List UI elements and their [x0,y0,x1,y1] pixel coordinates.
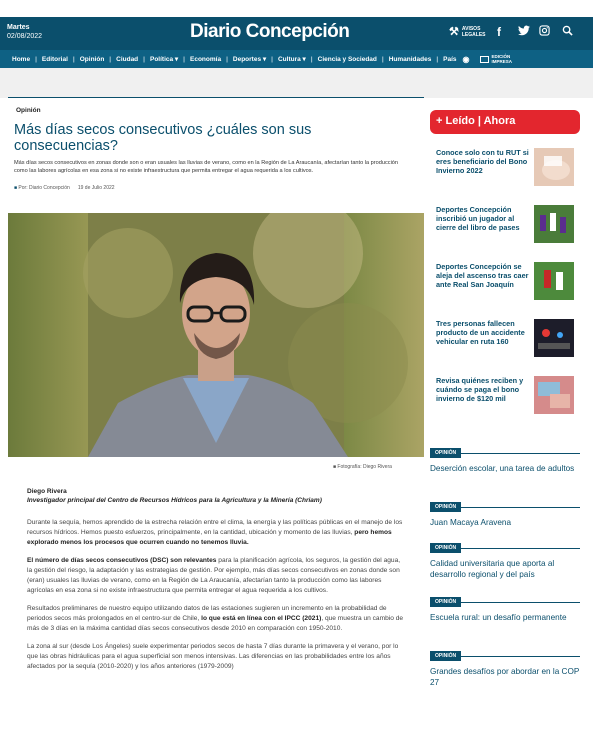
photo-caption [333,464,392,470]
paragraph-1 [27,518,407,548]
trending-title[interactable]: Deportes Concepción se aleja del ascenso tras caer ante Real San Joaquín [436,262,529,289]
avisos-label-1: AVISOS [461,26,481,32]
opinion-headline[interactable]: Juan Macaya Aravena [430,518,512,527]
eye-icon[interactable]: ◉ [462,54,470,64]
opinion-headline[interactable]: Grandes desafíos por abordar en la COP 27 [430,667,580,687]
gavel-icon: ⚒ [449,26,459,38]
opinion-block [430,504,580,528]
paragraph-4: La zona al sur (desde Los Ángeles) suele experimentar periodos secos de hasta 7 días durante la primavera y el verano, por lo que las obras hidráulicas para el agua superficial son menos intensivas. Las diferencias en las probabilidades entre los años afectados por la sequía (2010-2020) y los años anteriores (1979-2009) [27,643,399,670]
trending-title[interactable]: Revisa quiénes reciben y cuándo se paga el bono invierno de $120 mil [436,376,524,403]
main-nav: Home | Editorial | Opinión | Ciudad | Política ▾ | Economía | Deportes ▾ | Cultura ▾ | Ciencia y Sociedad | Humanidades | País ◉ EDICIÓN IMPRESA [0,50,593,68]
article-summary: Más días secos consecutivos en zonas donde son o eran usuales las lluvias de verano, como en la Región de La Araucanía, afectarían tanto la producción como las labores agrícolas en esa zona si no existe infraestructura que permita entregar el agua requerida a los cultivos. [14,160,399,174]
paragraph-2 [27,556,407,596]
caption-text: Fotografía: Diego Rivera [337,464,392,470]
nav-economia[interactable]: Economía [190,55,222,63]
facebook-icon[interactable]: f [497,25,501,39]
current-date: 02/08/2022 [7,33,43,40]
p3-text: Resultados preliminares de nuestro equipo utilizando datos de las estaciones sugieren un incremento en la probabilidad de periodos secos más prolongados en el centro-sur de Chile, [27,605,387,622]
trending-card[interactable] [436,148,574,196]
author-role: Investigador principal del Centro de Recursos Hídricos para la Agricultura y la Minería (Chriam) [27,497,322,504]
trending-card[interactable] [436,205,574,253]
site-header [0,17,593,50]
nav-politica[interactable]: Política ▾ [149,56,179,63]
ad-band [0,68,593,98]
author-block [27,488,322,504]
trending-thumb[interactable] [534,376,574,414]
p2-bold: El número de días secos consecutivos (DSC) son relevantes [27,557,217,564]
publish-date: 19 de Julio 2022 [77,185,115,191]
trending-card[interactable] [436,262,574,310]
author-by: Por: Diario Concepción [18,185,70,191]
trending-card[interactable] [436,376,574,424]
author-name: Diego Rivera [27,488,67,495]
trending-title[interactable]: Deportes Concepción inscribió un jugador al cierre del libro de pases [436,205,520,232]
opinion-rule [430,545,580,551]
search-icon[interactable] [562,25,573,39]
nav-ciencia-sociedad[interactable]: Ciencia y Sociedad [317,55,377,63]
opinion-tag: OPINIÓN [430,597,461,607]
opinion-block [430,653,580,688]
byline [14,185,424,191]
edicion-label-1: EDICIÓN [491,54,511,59]
trending-title[interactable]: Tres personas fallecen producto de un accidente vehicular en ruta 160 [436,319,525,346]
top-strip [0,0,593,17]
article-photo [8,213,424,457]
nav-ciudad[interactable]: Ciudad [116,55,139,63]
bullet-icon: ■ [333,464,337,470]
article-body [27,518,407,680]
section-label[interactable]: Opinión [16,107,41,114]
opinion-rule [430,450,580,456]
opinion-tag: OPINIÓN [430,543,461,553]
p1-bold: pero hemos explorado menos los procesos que ocurren cuando no tenemos lluvia. [27,529,392,546]
opinion-headline[interactable]: Calidad universitaria que aporta al desarrollo regional y del país [430,559,555,579]
opinion-tag: OPINIÓN [430,448,461,458]
opinion-block [430,599,580,623]
p1-text: Durante la sequía, hemos aprendido de la estrecha relación entre el clima, la energía y las políticas públicas en el manejo de los recursos hídricos. Hemos puesto esfuerzos, principalmente, en la cantidad, ubicación y momento de las lluvias, [27,519,403,536]
nav-pais[interactable]: País [443,55,457,63]
p3-text-end: , que muestra un cambio de más de 3 días en la máxima cantidad días secos consecutivos desde 2010 en comparación con 1950-2010. [27,615,404,632]
nav-deportes[interactable]: Deportes ▾ [232,56,267,63]
edicion-label-2: IMPRESA [491,59,513,64]
opinion-tag: OPINIÓN [430,651,461,661]
trending-card[interactable] [436,319,574,367]
instagram-icon[interactable] [539,25,550,39]
opinion-headline[interactable]: Deserción escolar, una tarea de adultos [430,464,575,473]
opinion-block [430,545,580,580]
article-top-rule [8,97,424,98]
p2-text: para la planificación agrícola, los seguros, la gestión del agua, la gestión del riesgo, la adaptación y las estrategias de gestión. Por ejemplo, más días secos consecutivos en zonas donde son (eran) usuales las lluvias de verano, como en la Región de La Araucanía, afectarían tanto la producción como las labores agrícolas en esa zona si no existe infraestructura que permita entregar el agua requerida a los cultivos. [27,557,401,594]
newspaper-icon [480,56,489,63]
trending-title[interactable]: Conoce solo con tu RUT si eres beneficiario del Bono Invierno 2022 [436,148,529,175]
opinion-rule [430,504,580,510]
article-title: Más días secos consecutivos ¿cuáles son sus consecuencias? [14,122,312,154]
article-header [8,97,424,191]
avisos-label-2: LEGALES [461,32,486,38]
opinion-rule [430,653,580,659]
p3-bold: lo que está en línea con el IPCC (2021) [201,615,322,622]
bullet-icon: ■ [14,185,18,191]
opinion-rule [430,599,580,605]
twitter-icon[interactable] [518,25,530,39]
edicion-impresa-link[interactable] [480,54,513,64]
avisos-legales-link[interactable] [449,26,486,38]
trending-thumb[interactable] [534,205,574,243]
nav-opinion[interactable]: Opinión [79,55,105,63]
trending-thumb[interactable] [534,319,574,357]
site-logo[interactable]: Diario Concepción [190,21,350,42]
date-block [7,23,42,41]
opinion-tag: OPINIÓN [430,502,461,512]
nav-editorial[interactable]: Editorial [41,55,68,63]
nav-humanidades[interactable]: Humanidades [388,55,432,63]
sidebar [430,110,580,134]
weekday: Martes [7,24,30,31]
opinion-block [430,450,580,474]
nav-home[interactable]: Home [12,55,31,63]
leido-ahora-header: + Leído | Ahora [430,110,580,134]
nav-cultura[interactable]: Cultura ▾ [277,56,306,63]
trending-thumb[interactable] [534,148,574,186]
opinion-headline[interactable]: Escuela rural: un desafío permanente [430,613,567,622]
trending-thumb[interactable] [534,262,574,300]
paragraph-3 [27,604,407,634]
